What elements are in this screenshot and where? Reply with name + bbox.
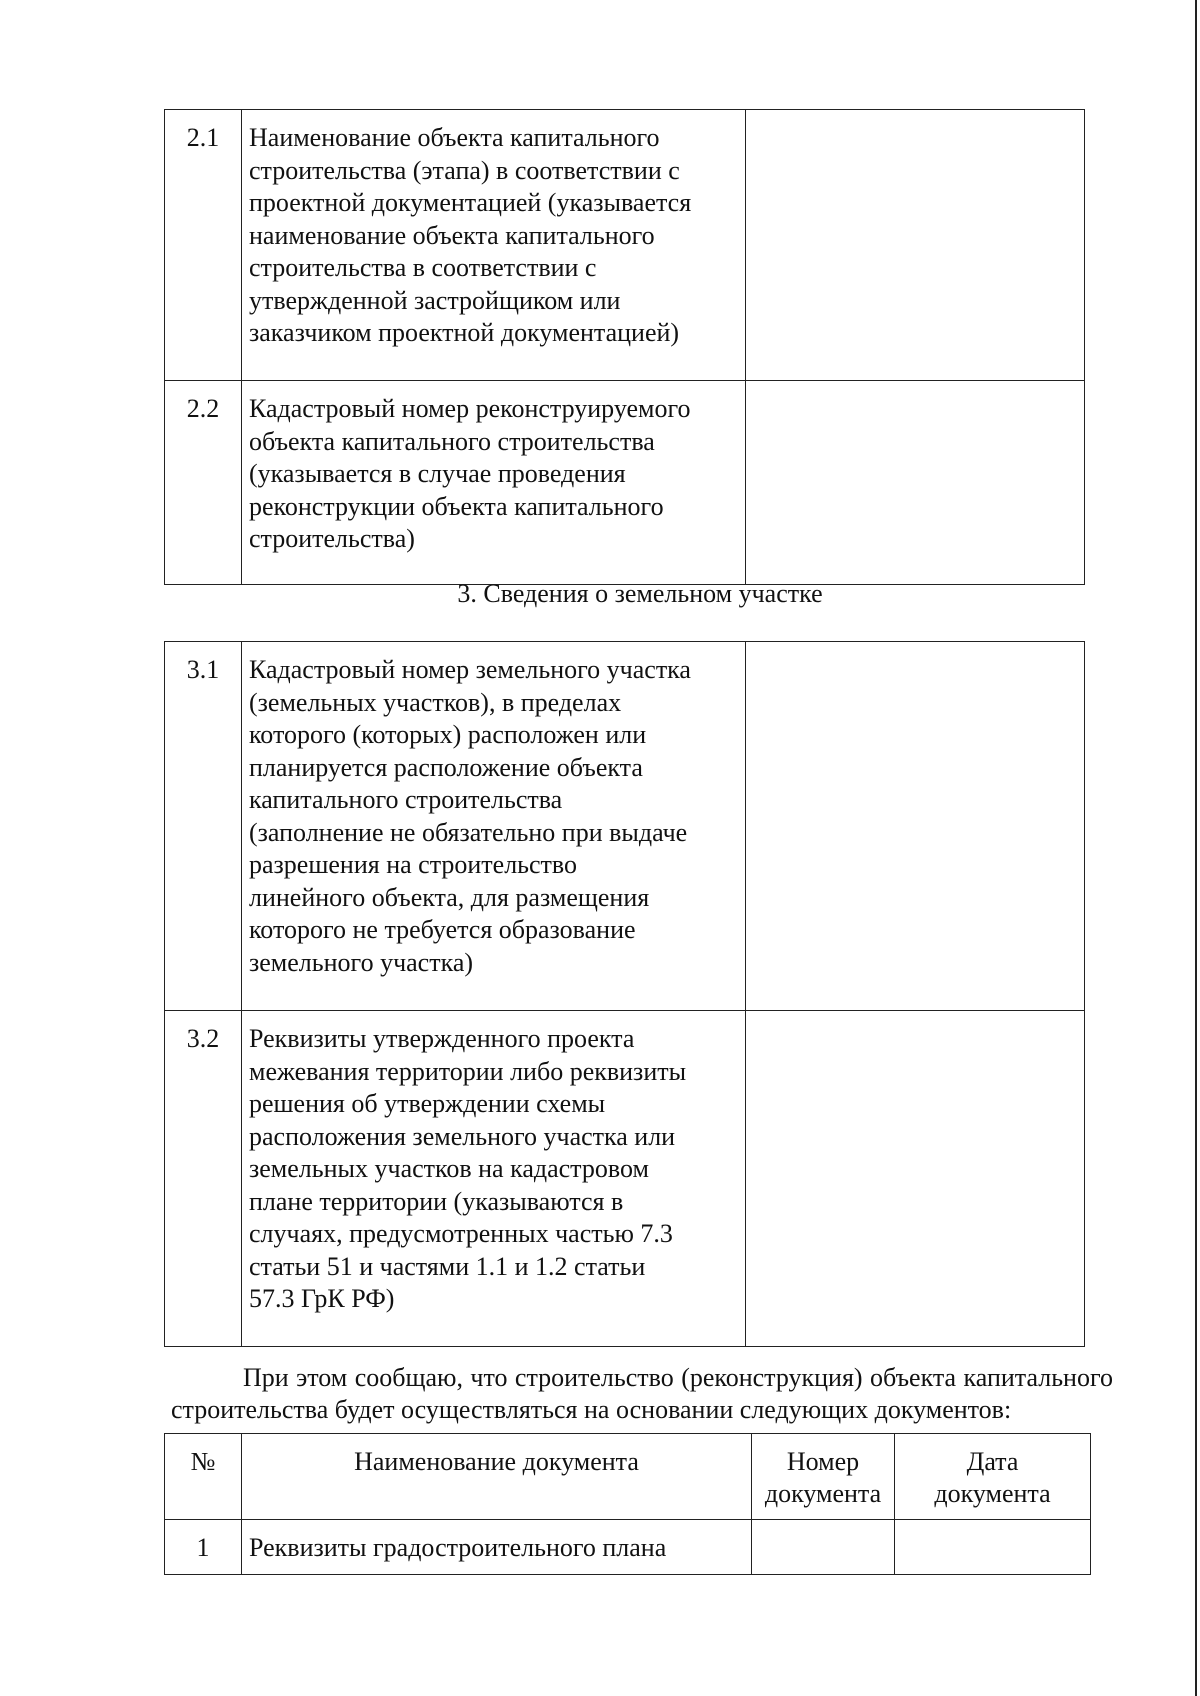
row-document-name: Реквизиты градостроительного плана xyxy=(242,1520,752,1575)
description-line: случаях, предусмотренных частью 7.3 xyxy=(249,1219,673,1248)
description-line: заказчиком проектной документацией) xyxy=(249,318,680,347)
table-row xyxy=(165,1011,1085,1347)
row-number: 2.2 xyxy=(165,381,242,585)
document-number-cell[interactable] xyxy=(752,1520,895,1575)
description-line: Кадастровый номер реконструируемого xyxy=(249,394,691,423)
header-document-number xyxy=(752,1434,895,1520)
description-line: строительства в соответствии с xyxy=(249,253,597,282)
description-line: 57.3 ГрК РФ) xyxy=(249,1284,395,1313)
table-row xyxy=(165,110,1085,381)
section-2-table xyxy=(164,109,1085,585)
header-line: документа xyxy=(934,1479,1051,1508)
description-line: реконструкции объекта капитального xyxy=(249,491,664,521)
row-number: 3.1 xyxy=(165,642,242,1011)
row-number: 1 xyxy=(165,1520,242,1575)
header-line: Номер xyxy=(786,1447,860,1476)
description-line: плане территории (указываются в xyxy=(249,1186,624,1216)
description-line: которого (которых) расположен или xyxy=(249,720,647,749)
description-line: наименование объекта капитального xyxy=(249,220,655,250)
description-line: межевания территории либо реквизиты xyxy=(249,1056,687,1086)
description-line: проектной документацией (указывается xyxy=(249,188,692,217)
table-header-row xyxy=(165,1434,1091,1520)
description-line: линейного объекта, для размещения xyxy=(249,882,650,912)
table-row xyxy=(165,1520,1091,1575)
row-description xyxy=(242,110,746,381)
value-cell-2-1[interactable] xyxy=(746,110,1085,381)
description-line: (указывается в случае проведения xyxy=(249,459,626,488)
description-line: Кадастровый номер земельного участка xyxy=(249,655,691,684)
description-line: решения об утверждении схемы xyxy=(249,1089,606,1118)
description-line: земельных участков на кадастровом xyxy=(249,1154,649,1183)
header-line: Дата xyxy=(966,1447,1019,1476)
document-date-cell[interactable] xyxy=(895,1520,1091,1575)
description-line: капитального строительства xyxy=(249,785,563,814)
value-cell-3-2[interactable] xyxy=(746,1011,1085,1347)
page-edge-line xyxy=(1195,0,1197,1696)
header-number-sign: № xyxy=(165,1434,242,1520)
description-line: статьи 51 и частями 1.1 и 1.2 статьи xyxy=(249,1251,646,1281)
header-document-date xyxy=(895,1434,1091,1520)
table-row xyxy=(165,642,1085,1011)
description-line: разрешения на строительство xyxy=(249,850,578,879)
description-line: Реквизиты утвержденного проекта xyxy=(249,1024,635,1053)
row-description xyxy=(242,381,746,585)
description-line: расположения земельного участка или xyxy=(249,1121,676,1151)
documents-table xyxy=(164,1433,1091,1575)
documents-intro-paragraph: При этом сообщаю, что строительство (реконструкция) объекта капитального строительства будет осуществляться на основании следующих документов: xyxy=(171,1363,1113,1424)
row-number: 3.2 xyxy=(165,1011,242,1347)
description-line: Наименование объекта капитального xyxy=(249,123,660,152)
description-line: строительства) xyxy=(249,524,415,553)
row-description xyxy=(242,642,746,1011)
row-description xyxy=(242,1011,746,1347)
header-line: документа xyxy=(764,1479,882,1508)
value-cell-2-2[interactable] xyxy=(746,381,1085,585)
section-3-table xyxy=(164,641,1085,1347)
description-line: земельного участка) xyxy=(249,947,474,977)
description-line: объекта капитального строительства xyxy=(249,426,655,456)
description-line: планируется расположение объекта xyxy=(249,752,643,782)
value-cell-3-1[interactable] xyxy=(746,642,1085,1011)
row-number: 2.1 xyxy=(165,110,242,381)
header-document-name: Наименование документа xyxy=(242,1434,752,1520)
description-line: (земельных участков), в пределах xyxy=(249,687,622,717)
table-row xyxy=(165,381,1085,585)
description-line: строительства (этапа) в соответствии с xyxy=(249,155,680,185)
section-3-heading: 3. Сведения о земельном участке xyxy=(457,579,823,608)
description-line: утвержденной застройщиком или xyxy=(249,285,621,315)
description-line: (заполнение не обязательно при выдаче xyxy=(249,817,688,847)
description-line: которого не требуется образование xyxy=(249,915,636,944)
